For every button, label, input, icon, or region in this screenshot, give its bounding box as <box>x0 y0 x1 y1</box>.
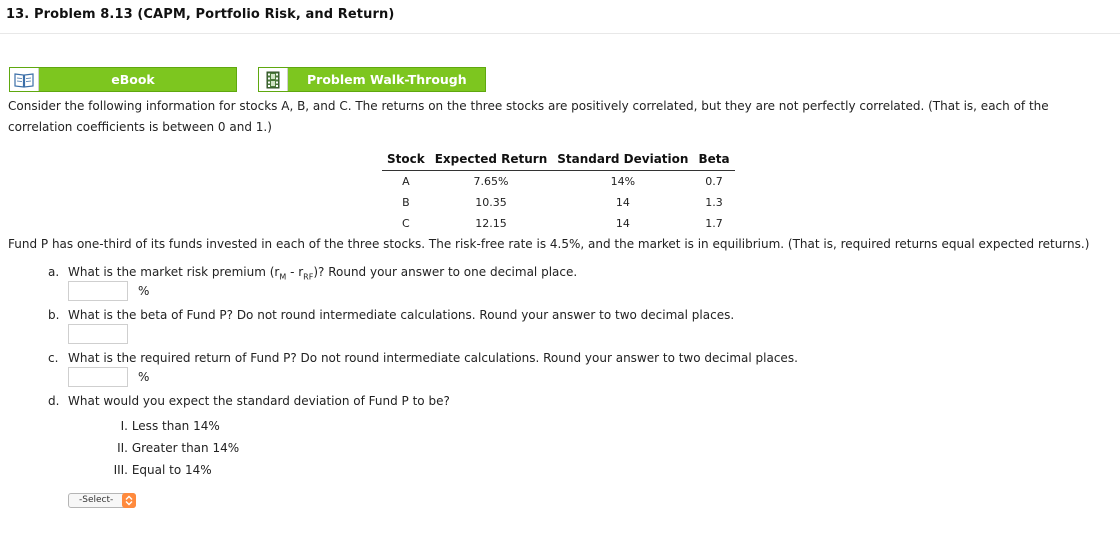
fund-beta-input[interactable] <box>68 324 128 344</box>
option-1-text: Less than 14% <box>131 419 220 433</box>
table-row <box>382 192 735 213</box>
market-risk-premium-input[interactable] <box>68 281 128 301</box>
option-2-text: Greater than 14% <box>131 441 240 455</box>
ebook-button[interactable] <box>9 67 237 92</box>
question-a-text-pre: What is the market risk premium (r <box>68 265 280 279</box>
cell-expected-return: 7.65% <box>473 175 509 188</box>
question-d-letter: d. <box>48 394 60 408</box>
select-value: -Select- <box>79 495 114 505</box>
film-icon <box>259 68 288 91</box>
cell-standard-deviation: 14 <box>615 217 630 230</box>
ebook-label: eBook <box>111 72 155 87</box>
cell-stock: A <box>402 175 410 188</box>
option-2-numeral: II. <box>117 441 128 455</box>
option-3-numeral: III. <box>113 463 128 477</box>
option-3 <box>103 463 212 477</box>
question-b <box>48 308 734 322</box>
question-d <box>48 394 450 408</box>
walkthrough-label: Problem Walk-Through <box>307 72 467 87</box>
answer-select[interactable] <box>68 493 136 508</box>
cell-standard-deviation: 14% <box>610 175 636 188</box>
header-standard-deviation: Standard Deviation <box>552 149 693 171</box>
question-b-letter: b. <box>48 308 60 322</box>
table-row <box>382 213 735 234</box>
question-c <box>48 351 798 365</box>
question-a-sub-rf: RF <box>303 272 314 282</box>
required-return-input[interactable] <box>68 367 128 387</box>
question-c-text: What is the required return of Fund P? Do not round intermediate calculations. Round your answer to two decimal places. <box>68 351 798 365</box>
cell-beta: 0.7 <box>705 175 723 188</box>
intro-text: Consider the following information for stocks A, B, and C. The returns on the three stocks are positively correlated, but they are not perfectly correlated. (That is, each of the correlation coefficients is between 0 and 1.) <box>8 99 1049 134</box>
walkthrough-button[interactable] <box>258 67 486 92</box>
question-b-text: What is the beta of Fund P? Do not round intermediate calculations. Round your answer to two decimal places. <box>68 308 735 322</box>
cell-expected-return: 10.35 <box>475 196 507 209</box>
problem-title: 13. Problem 8.13 (CAPM, Portfolio Risk, and Return) <box>6 7 395 22</box>
table-row <box>382 171 735 193</box>
question-a-letter: a. <box>48 265 60 279</box>
question-a <box>48 265 577 281</box>
header-beta: Beta <box>693 149 734 171</box>
option-1-numeral: I. <box>120 419 128 433</box>
cell-beta: 1.7 <box>705 217 723 230</box>
question-a-text-post: )? Round your answer to one decimal place. <box>313 265 578 279</box>
option-2 <box>103 441 239 455</box>
option-3-text: Equal to 14% <box>131 463 212 477</box>
header-stock: Stock <box>382 149 430 171</box>
question-a-sub-m: M <box>279 272 287 282</box>
cell-expected-return: 12.15 <box>475 217 507 230</box>
stock-table <box>382 149 735 234</box>
question-d-text: What would you expect the standard deviation of Fund P to be? <box>68 394 450 408</box>
question-a-unit: % <box>138 284 150 298</box>
question-c-unit: % <box>138 370 150 384</box>
question-a-text-mid: - r <box>286 265 304 279</box>
cell-stock: B <box>402 196 410 209</box>
cell-stock: C <box>402 217 410 230</box>
cell-beta: 1.3 <box>705 196 723 209</box>
cell-standard-deviation: 14 <box>615 196 630 209</box>
stepper-arrows-icon <box>122 493 136 508</box>
fund-description: Fund P has one-third of its funds invested in each of the three stocks. The risk-free rate is 4.5%, and the market is in equilibrium. (That is, required returns equal expected returns.) <box>8 237 1090 251</box>
option-1 <box>103 419 220 433</box>
header-expected-return: Expected Return <box>430 149 553 171</box>
question-c-letter: c. <box>48 351 59 365</box>
title-divider <box>0 33 1120 34</box>
